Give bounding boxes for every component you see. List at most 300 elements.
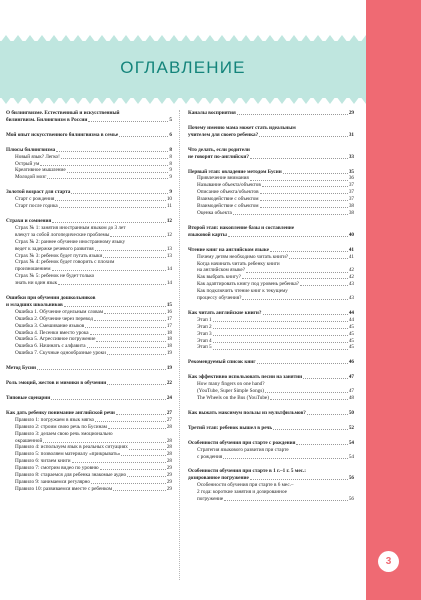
toc-entry-title: Старт после годика [15, 203, 58, 210]
toc-section-entry[interactable] [188, 147, 354, 154]
dot-leader [87, 347, 166, 348]
toc-entry-title: Этап 2 [197, 323, 212, 330]
toc-spacer [188, 161, 354, 169]
dot-leader [61, 158, 169, 159]
toc-entry-title: Правило 3: делаем свою речь эмоционально [15, 430, 113, 437]
toc-entry-title: Метод Бусин [6, 365, 36, 372]
toc-subentry[interactable] [6, 161, 172, 168]
toc-section-entry[interactable] [188, 440, 354, 447]
dot-leader [95, 250, 166, 251]
toc-section-entry[interactable] [188, 468, 354, 475]
toc-page-number: 43 [348, 281, 354, 288]
toc-subentry[interactable] [188, 254, 354, 261]
toc-entry-title: Третий этап: ребенок вышел в речь [188, 424, 273, 431]
toc-entry-title: Правило 2: строим свою речь по Бусинам [15, 423, 107, 430]
toc-page-number: 12 [166, 231, 172, 238]
toc-entry-title: Почему именно мама может стать идеальным [188, 124, 296, 131]
toc-page-number: 9 [169, 189, 172, 196]
toc-subentry[interactable] [188, 288, 354, 295]
toc-entry-title: Ошибки при обучении дошкольников [6, 295, 96, 302]
toc-subentry[interactable] [188, 324, 354, 331]
dot-leader [100, 469, 166, 470]
toc-entry-title: Плюсы билингвизма [6, 146, 56, 153]
toc-entry-title: Как эффективно использовать песни на занятии [188, 374, 303, 381]
toc-section-entry[interactable] [188, 125, 354, 132]
dot-leader [116, 414, 166, 415]
dot-leader [273, 429, 348, 430]
toc-entry-title: погружение [197, 496, 224, 503]
toc-entry-title: Когда начинать читать ребенку книги [197, 260, 280, 267]
dot-leader [246, 272, 348, 273]
dot-leader [64, 306, 166, 307]
toc-page-number: 45 [348, 344, 354, 351]
toc-spacer [6, 402, 172, 410]
toc-entry-title: с рождения [197, 453, 223, 460]
toc-page-number: 14 [166, 280, 172, 287]
toc-subentry[interactable] [6, 154, 172, 161]
dot-leader [270, 251, 348, 252]
dot-leader [242, 299, 347, 300]
toc-section-entry[interactable] [188, 225, 354, 232]
toc-entry-title: Ошибка 1. Обучение отдельным словам [15, 308, 104, 315]
toc-subentry[interactable] [188, 338, 354, 345]
toc-page-number: 13 [166, 252, 172, 259]
toc-page-number: 10 [166, 196, 172, 203]
toc-subentry[interactable] [188, 331, 354, 338]
toc-page-number: 37 [348, 182, 354, 189]
dot-leader [59, 207, 166, 208]
toc-subentry[interactable] [6, 280, 172, 287]
toc-page-number: 8 [169, 146, 172, 153]
toc-spacer [6, 387, 172, 395]
dot-leader [213, 321, 348, 322]
toc-subentry[interactable] [188, 489, 354, 496]
toc-subentry[interactable] [188, 496, 354, 503]
dot-leader [108, 428, 166, 429]
toc-page-number: 54 [348, 453, 354, 460]
toc-section-entry[interactable] [188, 247, 354, 254]
toc-subentry[interactable] [188, 210, 354, 217]
toc-page-number: 18 [166, 336, 172, 343]
toc-page-number: 22 [166, 380, 172, 387]
dot-leader [119, 136, 168, 137]
dot-leader [213, 342, 348, 343]
dot-leader [270, 399, 348, 400]
toc-entry-title: Ошибка 4. Песенки вместо урока [15, 329, 89, 336]
toc-page-number: 45 [348, 330, 354, 337]
toc-entry-title: на английском языке? [197, 267, 246, 274]
toc-entry-title: Называние объекта/объектов [197, 182, 261, 189]
toc-page-number: 41 [348, 246, 354, 253]
dot-leader [47, 178, 168, 179]
toc-subentry[interactable] [6, 309, 172, 316]
toc-spacer [188, 432, 354, 440]
toc-section-entry[interactable] [6, 365, 172, 372]
toc-subentry[interactable] [6, 424, 172, 431]
toc-page-number: 37 [348, 189, 354, 196]
toc-subentry[interactable] [6, 203, 172, 210]
toc-subentry[interactable] [188, 203, 354, 210]
dot-leader [223, 458, 348, 459]
toc-page-number: 28 [166, 458, 172, 465]
toc-entry-title: процессу обучения? [197, 295, 242, 302]
dot-leader [72, 462, 166, 463]
toc-section-entry[interactable] [6, 218, 172, 225]
toc-page-number: 29 [166, 472, 172, 479]
toc-entry-title: и младших школьников [6, 301, 63, 308]
side-accent-band [366, 0, 421, 600]
toc-section-entry[interactable] [6, 189, 172, 196]
dot-leader [213, 328, 348, 329]
toc-page-number: 5 [169, 116, 172, 123]
toc-entry-title: Правило 4: используем язык в реальных ситуациях [15, 444, 128, 451]
toc-spacer [188, 417, 354, 425]
toc-page-number: 6 [169, 131, 172, 138]
toc-page-number: 29 [166, 465, 172, 472]
toc-subentry[interactable] [6, 451, 172, 458]
toc-page-number: 37 [348, 196, 354, 203]
toc-section-entry[interactable] [6, 117, 172, 124]
toc-page-number: 14 [166, 266, 172, 273]
toc-spacer [6, 124, 172, 132]
dot-leader [52, 270, 166, 271]
toc-subentry[interactable] [6, 458, 172, 465]
toc-page-number: 8 [169, 153, 172, 160]
toc-entry-title: Стратегия языкового развития при старте [197, 446, 289, 453]
toc-subentry[interactable] [6, 486, 172, 493]
toc-spacer [188, 217, 354, 225]
dot-leader [67, 172, 169, 173]
toc-subentry[interactable] [6, 196, 172, 203]
toc-entry-title: Этап 4 [197, 337, 212, 344]
toc-entry-title: Правило 10: развиваемся вместе с ребенком [15, 485, 113, 492]
toc-section-entry[interactable] [188, 410, 354, 417]
toc-entry-title: Креативное мышление [15, 167, 66, 174]
dot-leader [250, 180, 348, 181]
toc-entry-title: Чтение книг на английском языке [188, 246, 269, 253]
toc-entry-title: Особенности обучения при старте в 6 мес.– [197, 482, 294, 489]
toc-page-number: 9 [169, 167, 172, 174]
toc-entry-title: Страх № 4: ребенок будет говорить с плохим [15, 259, 115, 266]
toc-subentry[interactable] [6, 232, 172, 239]
toc-section-entry[interactable] [6, 132, 172, 139]
dot-leader [262, 186, 348, 187]
toc-entry-title: Что делать, если родители [188, 146, 250, 153]
toc-subentry[interactable] [6, 273, 172, 280]
toc-page-number: 17 [166, 322, 172, 329]
toc-section-entry[interactable] [6, 147, 172, 154]
dot-leader [127, 476, 166, 477]
toc-entry-title: Почему детям необходимо читать книги? [197, 253, 289, 260]
dot-leader [58, 284, 166, 285]
toc-subentry[interactable] [188, 454, 354, 461]
toc-page-number: 28 [166, 423, 172, 430]
toc-section-entry[interactable] [6, 380, 172, 387]
toc-entry-title: Первый этап: овладение методом Бусин [188, 168, 282, 175]
toc-spacer [6, 357, 172, 365]
toc-entry-title: Правило 1: погружаем в язык мягко [15, 416, 95, 423]
toc-subentry[interactable] [6, 350, 172, 357]
toc-entry-title: Как читать английские книги? [188, 309, 262, 316]
toc-subentry[interactable] [188, 388, 354, 395]
dot-leader [88, 121, 168, 122]
toc-page-number: 8 [169, 160, 172, 167]
dot-leader [213, 349, 348, 350]
toc-page-number: 41 [348, 253, 354, 260]
toc-entry-title: (YouTube, Super Simple Songs) [197, 388, 265, 395]
toc-entry-title: языковой карты [188, 231, 227, 238]
toc-page-number: 29 [166, 478, 172, 485]
dot-leader [228, 236, 348, 237]
toc-subentry[interactable] [188, 447, 354, 454]
toc-page-number: 28 [166, 437, 172, 444]
toc-entry-title: Страхи и сомнения [6, 217, 52, 224]
toc-entry-title: знать ни один язык [15, 280, 58, 287]
dot-leader [90, 334, 166, 335]
toc-entry-title: Описание объекта/объектов [197, 189, 259, 196]
toc-spacer [6, 287, 172, 295]
toc-subentry[interactable] [188, 317, 354, 324]
toc-subentry[interactable] [6, 316, 172, 323]
toc-spacer [188, 117, 354, 125]
dot-leader [260, 207, 348, 208]
toc-subentry[interactable] [6, 239, 172, 246]
toc-entry-title: Правило 6: читаем книги [15, 458, 71, 465]
toc-page-number: 19 [166, 365, 172, 372]
toc-entry-title: Оценка объекта [197, 209, 232, 216]
toc-entry-title: Особенности обучения при старте в 1 г.–1 г. 5 мес.: [188, 468, 307, 475]
toc-spacer [6, 372, 172, 380]
dot-leader [250, 479, 348, 480]
toc-spacer [188, 239, 354, 247]
toc-subentry[interactable] [188, 344, 354, 351]
toc-entry-title: Как адаптировать книгу под уровень ребенка? [197, 281, 299, 288]
dot-leader [85, 327, 166, 328]
toc-entry-title: Роль эмоций, жестов и мимики в обучении [6, 380, 107, 387]
toc-page-number: 52 [348, 424, 354, 431]
toc-entry-title: Правило 7: смотрим видео по уровню [15, 465, 99, 472]
toc-entry-title: Страх № 2: раннее обучение иностранному языку [15, 238, 126, 245]
toc-page-number: 13 [166, 245, 172, 252]
toc-entry-title: учителем для своего ребенка? [188, 131, 259, 138]
toc-section-entry[interactable] [6, 395, 172, 402]
dot-leader [260, 193, 348, 194]
dot-leader [237, 114, 348, 115]
toc-section-entry[interactable] [188, 169, 354, 176]
dot-leader [55, 200, 166, 201]
toc-section-entry[interactable] [188, 132, 354, 139]
toc-page-number: 38 [348, 203, 354, 210]
toc-page-number: 38 [348, 209, 354, 216]
toc-section-entry[interactable] [6, 410, 172, 417]
toc-section-entry[interactable] [188, 310, 354, 317]
toc-subentry[interactable] [188, 295, 354, 302]
toc-entry-title: Этап 5 [197, 344, 212, 351]
toc-subentry[interactable] [6, 472, 172, 479]
toc-entry-title: Правило 8: стараемся для ребенка знакомые аудио [15, 472, 127, 479]
toc-entry-title: Рекомендуемый список книг [188, 359, 256, 366]
toc-subentry[interactable] [188, 482, 354, 489]
toc-entry-title: билингвизм. Билингвизм в России [6, 116, 88, 123]
toc-subentry[interactable] [188, 281, 354, 288]
toc-page-number: 16 [166, 308, 172, 315]
toc-page-number: 15 [166, 301, 172, 308]
toc-subentry[interactable] [188, 395, 354, 402]
toc-entry-title: Как подключить чтение книг к текущему [197, 288, 288, 295]
toc-entry-title: ведет к задержке речевого развития [15, 245, 94, 252]
toc-page-number: 33 [348, 153, 354, 160]
toc-entry-title: Второй этап: накопление базы и составление [188, 224, 295, 231]
dot-leader [95, 421, 166, 422]
zigzag-border-bottom [0, 96, 366, 106]
toc-entry-title: Как дать ребенку понимание английской речи [6, 409, 115, 416]
dot-leader [233, 214, 348, 215]
dot-leader [71, 193, 168, 194]
toc-subentry[interactable] [6, 444, 172, 451]
dot-leader [289, 258, 348, 259]
dot-leader [96, 341, 165, 342]
toc-entry-title: Старт с рождения [15, 196, 55, 203]
toc-entry-title: Правило 5: позволяем материалу «прикрывать» [15, 451, 121, 458]
toc-entry-title: не говорят по-английски? [188, 153, 249, 160]
toc-entry-title: Ошибка 3. Смешивание языков [15, 322, 85, 329]
toc-entry-title: Ошибка 2. Обучение через перевод [15, 315, 93, 322]
toc-section-entry[interactable] [188, 425, 354, 432]
column-divider [179, 110, 180, 580]
dot-leader [52, 222, 165, 223]
toc-section-entry[interactable] [6, 110, 172, 117]
toc-page-number: 45 [348, 323, 354, 330]
toc-page-number: 29 [166, 485, 172, 492]
toc-subentry[interactable] [6, 259, 172, 266]
toc-entry-title: Правило 9: занимаемся регулярно [15, 478, 91, 485]
dot-leader [257, 363, 348, 364]
toc-section-entry[interactable] [6, 302, 172, 309]
toc-section-entry[interactable] [188, 110, 354, 117]
toc-entry-title: Мой опыт искусственного билингвизма в семье [6, 131, 119, 138]
toc-page-number: 27 [166, 416, 172, 423]
dot-leader [91, 483, 166, 484]
toc-page-number: 47 [348, 388, 354, 395]
dot-leader [107, 384, 166, 385]
toc-entry-title: Типовые сценарии [6, 395, 51, 401]
toc-page-number: 50 [348, 409, 354, 416]
toc-entry-title: произношением [15, 266, 51, 273]
toc-page-number: 28 [166, 444, 172, 451]
toc-page-number: 28 [166, 451, 172, 458]
toc-spacer [6, 139, 172, 147]
toc-subentry[interactable] [6, 323, 172, 330]
toc-entry-title: Новый язык? Легко! [15, 153, 60, 160]
dot-leader [51, 399, 166, 400]
toc-entry-title: Ошибка 6. Начинать с алфавита [15, 343, 86, 350]
toc-spacer [188, 139, 354, 147]
toc-page-number: 31 [348, 131, 354, 138]
toc-entry-title: 2 года: короткие занятия и дозированное [197, 489, 287, 496]
dot-leader [300, 285, 348, 286]
dot-leader [110, 236, 166, 237]
toc-subentry[interactable] [6, 438, 172, 445]
toc-entry-title: Каналы восприятия [188, 110, 236, 116]
toc-page-number: 19 [166, 350, 172, 357]
toc-page-number: 40 [348, 231, 354, 238]
toc-section-entry[interactable] [188, 154, 354, 161]
dot-leader [263, 314, 348, 315]
toc-entry-title: Взаимодействие с объектом [197, 196, 259, 203]
toc-entry-title: Особенности обучения при старте с рождения [188, 439, 296, 446]
toc-entry-title: The Wheels on the Bus (YouTube) [197, 395, 269, 401]
toc-section-entry[interactable] [188, 232, 354, 239]
toc-column-right [188, 110, 354, 503]
dot-leader [250, 158, 348, 159]
dot-leader [129, 449, 166, 450]
toc-page-number: 48 [348, 395, 354, 401]
toc-entry-title: Ошибка 7. Скучные однообразные уроки [15, 350, 106, 357]
toc-entry-title: Как выбрать книгу? [197, 274, 241, 281]
toc-page-number: 47 [348, 374, 354, 381]
toc-subentry[interactable] [6, 225, 172, 232]
dot-leader [113, 490, 166, 491]
dot-leader [37, 369, 166, 370]
dot-leader [121, 455, 166, 456]
toc-page-number: 17 [166, 315, 172, 322]
toc-page-number: 27 [166, 409, 172, 416]
dot-leader [283, 173, 348, 174]
toc-page-number: 35 [348, 168, 354, 175]
dot-leader [40, 165, 168, 166]
dot-leader [43, 442, 166, 443]
toc-page-number: 42 [348, 274, 354, 281]
toc-entry-title: Страх № 1: занятия иностранным языком до 3 лет [15, 224, 126, 231]
dot-leader [260, 200, 348, 201]
toc-subentry[interactable] [6, 174, 172, 181]
toc-spacer [6, 210, 172, 218]
toc-subentry[interactable] [6, 246, 172, 253]
toc-entry-title: Этап 1 [197, 316, 212, 323]
toc-page-number: 56 [348, 496, 354, 503]
toc-page-number: 24 [166, 395, 172, 401]
toc-subentry[interactable] [6, 417, 172, 424]
toc-section-entry[interactable] [188, 359, 354, 366]
dot-leader [265, 392, 348, 393]
dot-leader [303, 378, 348, 379]
toc-spacer [188, 302, 354, 310]
dot-leader [259, 136, 348, 137]
toc-entry-title: Золотой возраст для старта [6, 189, 71, 196]
toc-entry-title: О билингвизме. Естественный и искусственный [6, 110, 120, 116]
toc-entry-title: дозированное погружение [188, 475, 249, 482]
toc-entry-title: Молодой мозг [15, 174, 47, 181]
toc-entry-title: Острый ум [15, 160, 40, 167]
toc-subentry[interactable] [6, 479, 172, 486]
toc-page-number: 36 [348, 175, 354, 182]
dot-leader [94, 320, 166, 321]
toc-entry-title: Этап 3 [197, 330, 212, 337]
toc-page-number: 45 [348, 337, 354, 344]
toc-entry-title: Как выжать максимум пользы из мультфильмов? [188, 409, 306, 416]
toc-page-number: 46 [348, 359, 354, 366]
dot-leader [103, 257, 166, 258]
dot-leader [224, 500, 348, 501]
toc-entry-title: Ошибка 5. Агрессивное погружение [15, 336, 96, 343]
toc-section-entry[interactable] [6, 295, 172, 302]
toc-page-number: 43 [348, 295, 354, 302]
toc-subentry[interactable] [6, 431, 172, 438]
toc-entry-title: Взаимодействие с объектом [197, 203, 259, 210]
dot-leader [56, 151, 168, 152]
page-number-badge: 3 [378, 551, 399, 572]
toc-page-number: 44 [348, 309, 354, 316]
